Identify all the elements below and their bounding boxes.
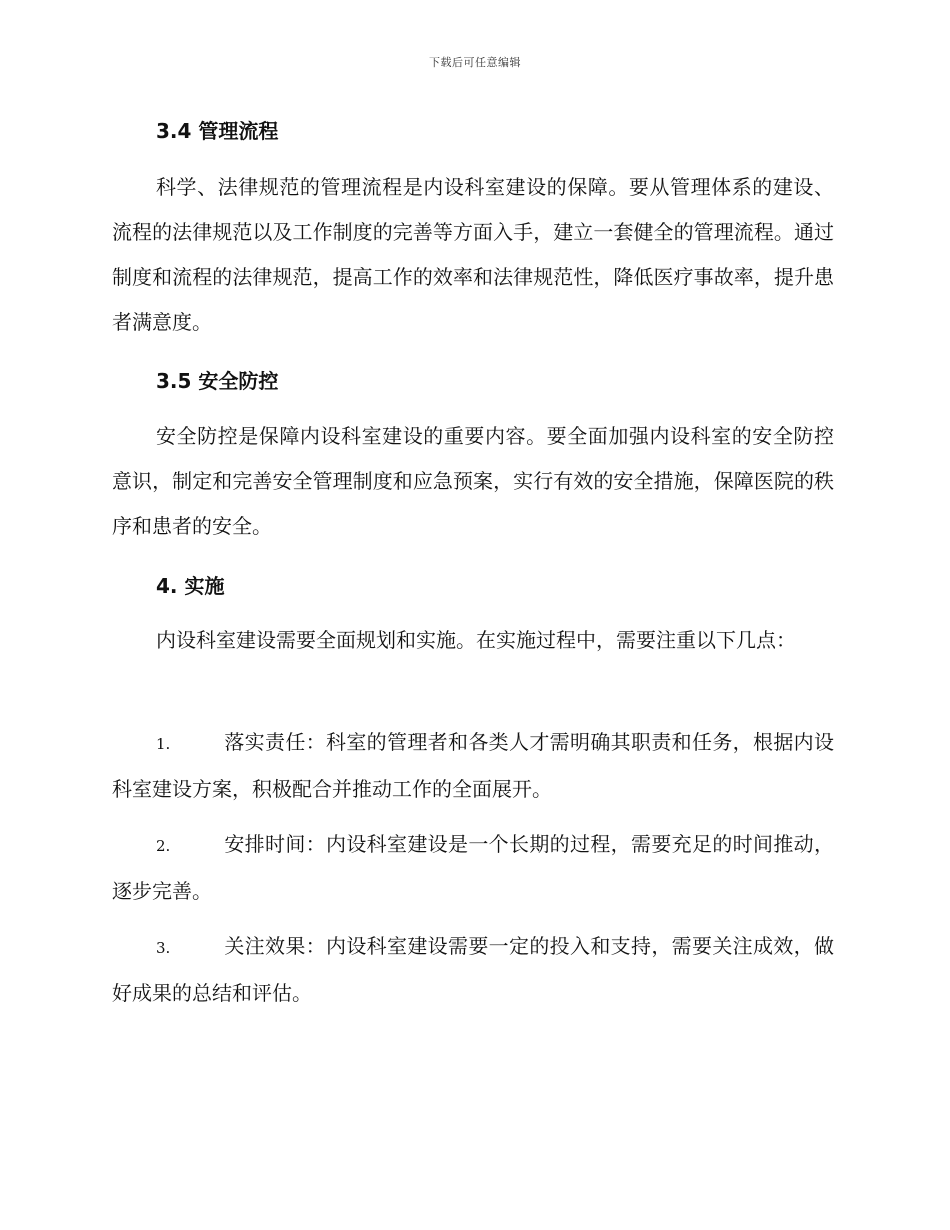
page-header-note: 下载后可任意编辑 [429,56,521,69]
list-item-text: 安排时间：内设科室建设是一个长期的过程，需要充足的时间推动，逐步完善。 [112,832,834,903]
list-item-number: 1. [156,735,171,753]
section-heading-3-4: 3.4 管理流程 [156,119,279,143]
section-paragraph-3-5: 安全防控是保障内设科室建设的重要内容。要全面加强内设科室的安全防控意识，制定和完善安全管理制度和应急预案，实行有效的安全措施，保障医院的秩序和患者的安全。 [112,424,834,538]
section-heading-3-5: 3.5 安全防控 [156,369,279,393]
list-item [112,720,834,812]
list-item [112,822,834,914]
list-item-text: 关注效果：内设科室建设需要一定的投入和支持，需要关注成效，做好成果的总结和评估。 [112,934,834,1005]
list-item [112,924,834,1016]
section-paragraph-4: 内设科室建设需要全面规划和实施。在实施过程中，需要注重以下几点： [156,628,796,652]
section-heading-4: 4. 实施 [156,574,225,598]
list-item-number: 3. [156,939,171,957]
list-item-number: 2. [156,837,171,855]
section-paragraph-3-4: 科学、法律规范的管理流程是内设科室建设的保障。要从管理体系的建设、流程的法律规范以及工作制度的完善等方面入手，建立一套健全的管理流程。通过制度和流程的法律规范，提高工作的效率和法律规范性，降低医疗事故率，提升患者满意度。 [112,175,834,334]
list-item-text: 落实责任：科室的管理者和各类人才需明确其职责和任务，根据内设科室建设方案，积极配合并推动工作的全面展开。 [112,730,834,801]
